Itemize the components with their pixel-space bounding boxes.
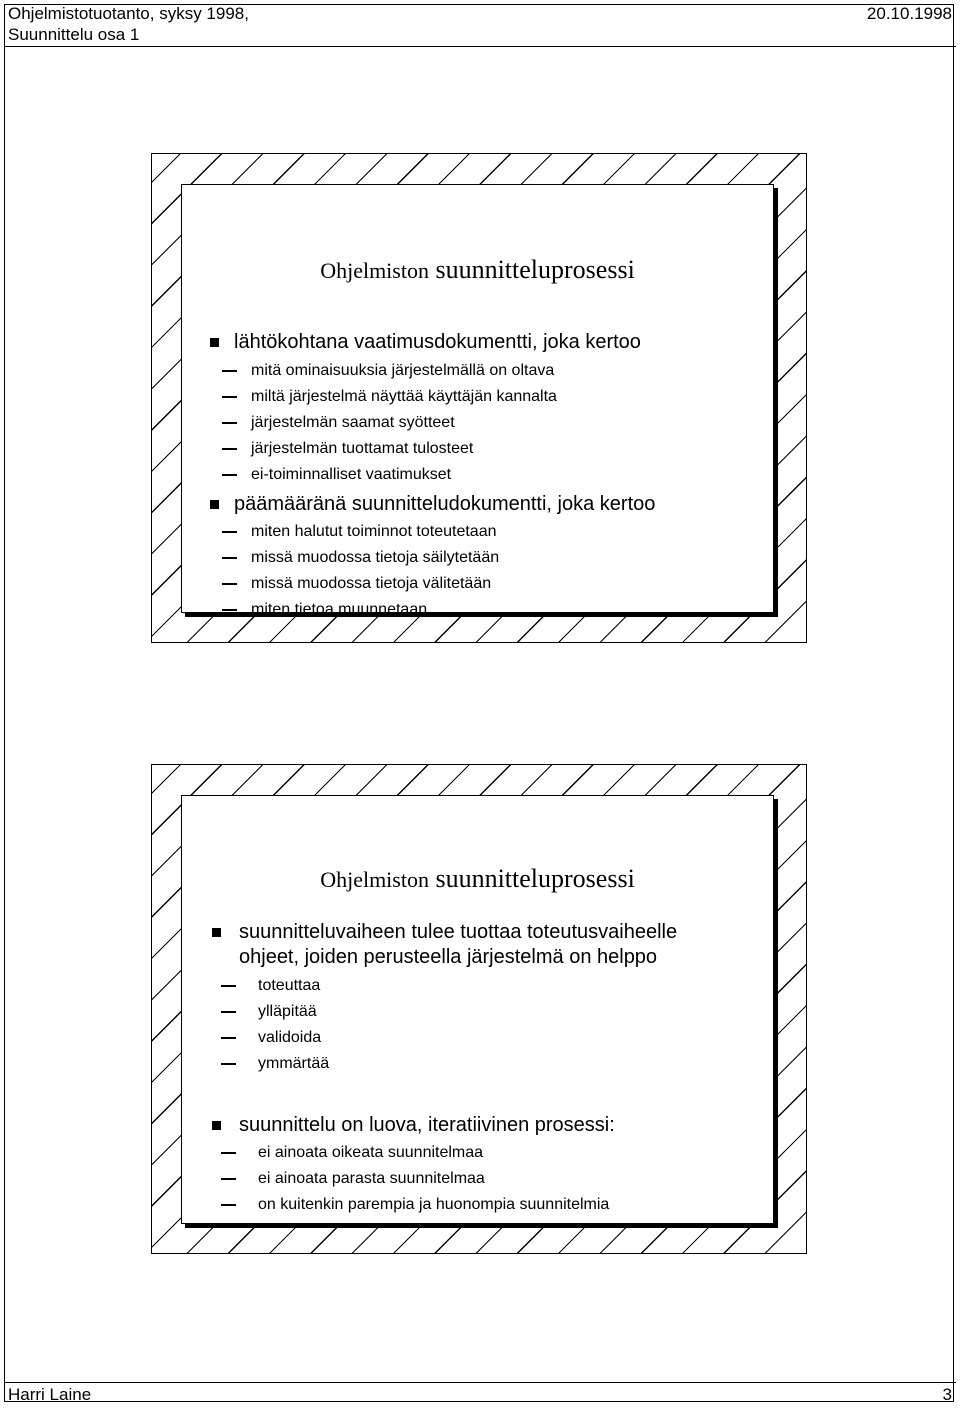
slide-2-subitem-text: ymmärtää	[258, 1055, 330, 1072]
slide-2-bullet-text: suunnitteluvaiheen tulee tuottaa toteutusvaiheelle	[239, 921, 678, 943]
dash-icon	[221, 985, 236, 987]
slide-2-subitem-text: on kuitenkin parempia ja huonompia suunnitelmia	[258, 1196, 610, 1213]
dash-icon	[222, 474, 237, 476]
slide-1-subitem-text: ei-toiminnalliset vaatimukset	[251, 466, 452, 483]
slide-1-title	[182, 255, 773, 286]
bullet-square-icon	[212, 928, 221, 937]
dash-icon	[221, 1204, 236, 1206]
bullet-square-icon	[212, 1121, 221, 1130]
slide-2-subitem-text: validoida	[258, 1029, 322, 1046]
slide-2-subitem-text: ei ainoata parasta suunnitelmaa	[258, 1170, 485, 1187]
slide-1-bullet-text: päämääränä suunnitteludokumentti, joka kertoo	[234, 493, 656, 515]
slide-1-title-word1: Ohjelmiston	[320, 258, 429, 283]
slide-2-card	[181, 795, 774, 1224]
slide-1	[151, 153, 807, 643]
slide-1-subitem-text: miten halutut toiminnot toteutetaan	[251, 523, 497, 540]
slide-1-subitem-text: järjestelmän saamat syötteet	[251, 414, 455, 431]
slide-2-title	[182, 864, 773, 895]
bullet-square-icon	[210, 338, 219, 347]
dash-icon	[222, 422, 237, 424]
dash-icon	[222, 557, 237, 559]
dash-icon	[222, 448, 237, 450]
slide-2-subitem-text: toteuttaa	[258, 977, 321, 994]
header-rule	[4, 46, 956, 47]
slide-2-title-word2: suunnitteluprosessi	[435, 864, 635, 893]
dash-icon	[221, 1037, 236, 1039]
header-date: 20.10.1998	[866, 4, 952, 23]
dash-icon	[221, 1063, 236, 1065]
slide-2-bullet-text: suunnittelu on luova, iteratiivinen prosessi:	[239, 1114, 615, 1136]
bullet-square-icon	[210, 500, 219, 509]
slide-2-subitem-text: ei ainoata oikeata suunnitelmaa	[258, 1144, 484, 1161]
slide-2-bullet-continuation: ohjeet, joiden perusteella järjestelmä on helppo	[239, 946, 658, 968]
slide-1-subitem-text: miten tietoa muunnetaan	[251, 601, 428, 618]
slide-2	[151, 764, 807, 1254]
dash-icon	[221, 1178, 236, 1180]
slide-1-subitem-text: missä muodossa tietoja säilytetään	[251, 549, 500, 566]
dash-icon	[222, 609, 237, 611]
slide-2-subitem-text: ylläpitää	[258, 1003, 317, 1020]
dash-icon	[221, 1011, 236, 1013]
dash-icon	[222, 396, 237, 398]
dash-icon	[222, 370, 237, 372]
dash-icon	[222, 531, 237, 533]
header-course: Ohjelmistotuotanto, syksy 1998,	[8, 4, 249, 23]
slide-1-card	[181, 184, 774, 618]
slide-1-subitem-text: mitä ominaisuuksia järjestelmällä on oltava	[251, 362, 555, 379]
slide-1-subitem-text: järjestelmän tuottamat tulosteet	[251, 440, 474, 457]
dash-icon	[221, 1152, 236, 1154]
footer-page-number: 3	[942, 1385, 952, 1404]
slide-1-bullet-text: lähtökohtana vaatimusdokumentti, joka kertoo	[234, 331, 641, 353]
slide-1-subitem-text: missä muodossa tietoja välitetään	[251, 575, 492, 592]
slide-1-title-word2: suunnitteluprosessi	[435, 255, 635, 284]
slide-1-subitem-text: miltä järjestelmä näyttää käyttäjän kannalta	[251, 388, 557, 405]
slide-2-title-word1: Ohjelmiston	[320, 867, 429, 892]
dash-icon	[222, 583, 237, 585]
footer-author: Harri Laine	[8, 1385, 92, 1404]
footer-rule	[4, 1382, 956, 1383]
header-section: Suunnittelu osa 1	[8, 25, 140, 44]
